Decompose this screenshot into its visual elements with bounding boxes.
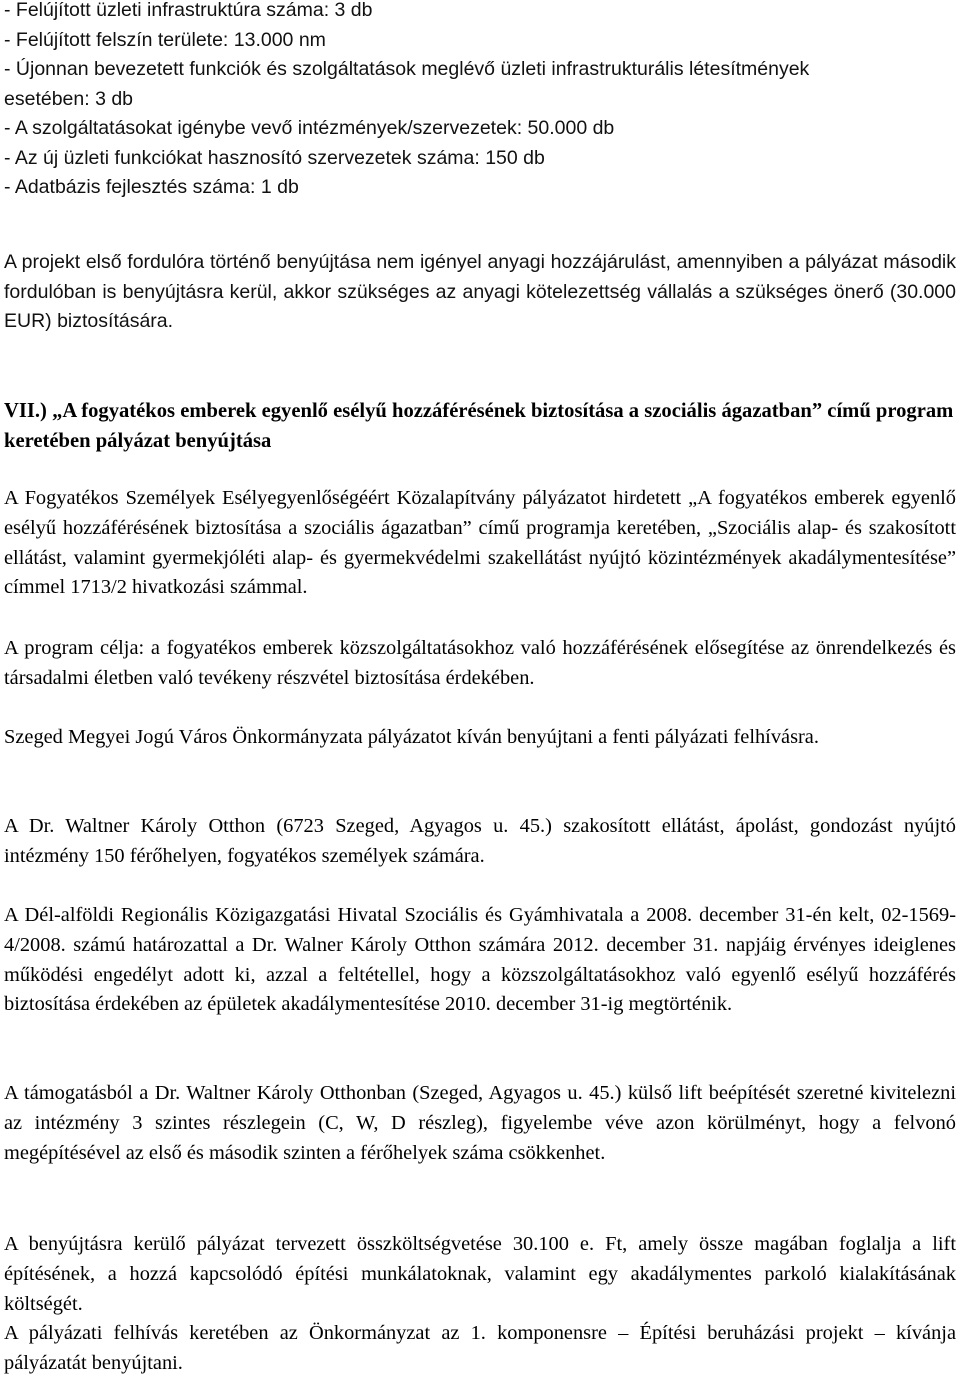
indicator-item: - Adatbázis fejlesztés száma: 1 db — [4, 176, 299, 198]
szeged-paragraph: Szeged Megyei Jogú Város Önkormányzata pályázatot kíván benyújtani a fenti pályázati felhívásra. — [4, 726, 819, 748]
section-title: „A fogyatékos emberek egyenlő esélyű hozzáférésének biztosítása a szociális ágazatban” című program keretében pályázat benyújtása — [4, 400, 954, 452]
indicator-list — [4, 0, 956, 203]
section-heading — [4, 396, 956, 456]
indicator-item: - Felújított üzleti infrastruktúra száma: 3 db — [4, 0, 373, 21]
authority-paragraph: A Dél-alföldi Regionális Közigazgatási Hivatal Szociális és Gyámhivatala a 2008. december 31-én kelt, 02-1569-4/2008. számú határozattal a Dr. Walner Károly Otthon számára 2012. december 31. napjáig érvényes ideiglenes működési engedélyt adott ki, azzal a feltétellel, hogy a közszolgáltatásokhoz való egyenlő esélyű hozzáférés biztosítása érdekében az épületek akadálymentesítése 2010. december 31-ig megtörténik. — [4, 904, 956, 1016]
indicator-item: - Az új üzleti funkciókat hasznosító szervezetek száma: 150 db — [4, 146, 545, 169]
goal-paragraph: A program célja: a fogyatékos emberek közszolgáltatásokhoz való hozzáférésének elősegítése az önrendelkezés és társadalmi életben való tevékeny részvétel biztosítása érdekében. — [4, 637, 956, 689]
budget-paragraph: A benyújtásra kerülő pályázat tervezett összköltségvetése 30.100 e. Ft, amely össze magában foglalja a lift építésének, a hozzá kapcsolódó építési munkálatoknak, valamint egy akadálymentes parkoló kialakításának költségét. — [4, 1233, 956, 1315]
call-paragraph: A Fogyatékos Személyek Esélyegyenlőségéért Közalapítvány pályázatot hirdetett „A fogyatékos emberek egyenlő esélyű hozzáférésének biztosítása a szociális ágazatban” című programja keretében, „Szociális alap- és szakosított ellátást, valamint gyermekjóléti alap- és gyermekvédelmi szakellátást nyújtó közintézmények akadálymentesítése” címmel 1713/2 hivatkozási számmal. — [4, 487, 956, 599]
section-number: VII.) — [4, 400, 47, 422]
indicator-item: - Felújított felszín területe: 13.000 nm — [4, 28, 326, 51]
lift-paragraph: A támogatásból a Dr. Waltner Károly Otthonban (Szeged, Agyagos u. 45.) külső lift beépítését szeretné kivitelezni az intézmény 3 szintes részlegein (C, W, D részleg), figyelembe véve azon körülményt, hogy a felvonó megépítésével az első és második szinten a férőhelyek száma csökkenhet. — [4, 1082, 956, 1164]
indicator-item: esetében: 3 db — [4, 87, 134, 110]
indicator-item: - Újonnan bevezetett funkciók és szolgáltatások meglévő üzleti infrastrukturális létesítmények — [4, 58, 810, 80]
component-paragraph: A pályázati felhívás keretében az Önkormányzat az 1. komponensre – Építési beruházási projekt – kívánja pályázatát benyújtani. — [4, 1322, 956, 1374]
project-paragraph: A projekt első fordulóra történő benyújtása nem igényel anyagi hozzájárulást, amennyiben a pályázat második fordulóban is benyújtásra kerül, akkor szükséges az anyagi kötelezettség vállalás a szükséges önerő (30.000 EUR) biztosítására. — [4, 251, 956, 332]
waltner-paragraph: A Dr. Waltner Károly Otthon (6723 Szeged, Agyagos u. 45.) szakosított ellátást, ápolást, gondozást nyújtó intézmény 150 férőhelyen, fogyatékos személyek számára. — [4, 815, 956, 867]
indicator-item: - A szolgáltatásokat igénybe vevő intézmények/szervezetek: 50.000 db — [4, 117, 615, 139]
